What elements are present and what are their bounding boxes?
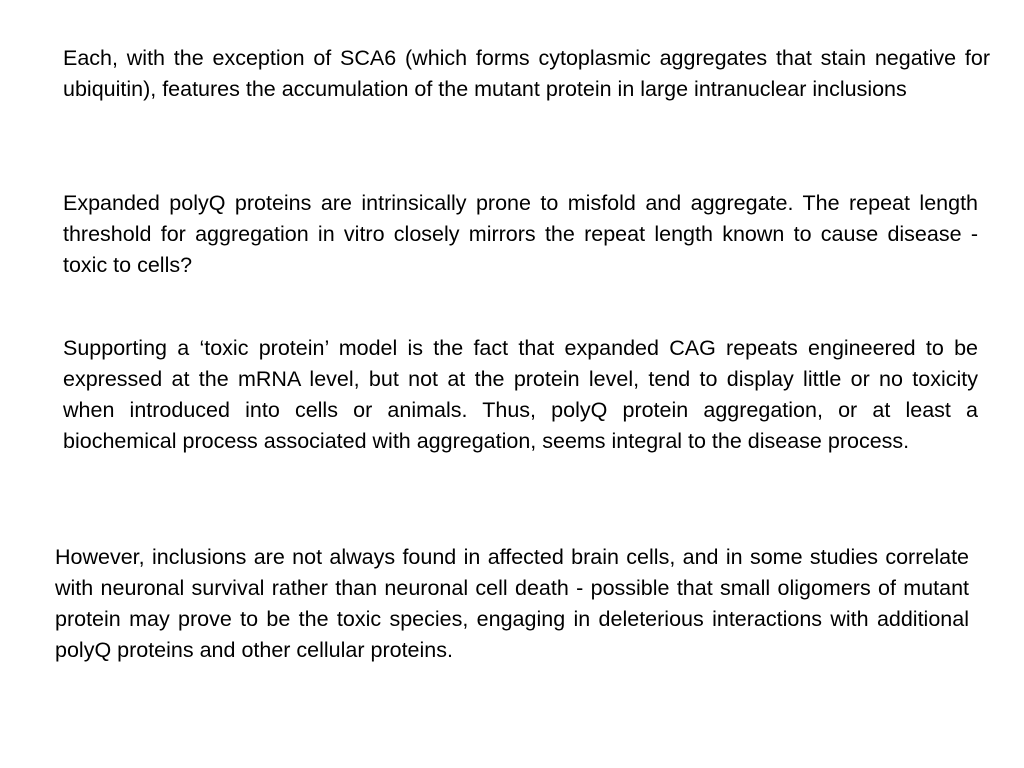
paragraph-inclusions-oligomers: However, inclusions are not always found in affected brain cells, and in some studies correlate with neuronal survival rather than neuronal cell death - possible that small oligomers of mutant protein may prove to be the toxic species, engaging in deleterious interactions with additional polyQ proteins and other cellular proteins. [55, 545, 969, 662]
paragraph-sca6-exception: Each, with the exception of SCA6 (which forms cytoplasmic aggregates that stain negative for ubiquitin), features the accumulation of the mutant protein in large intranuclear inclusions [63, 46, 990, 101]
paragraph-polyq-aggregation: Expanded polyQ proteins are intrinsically prone to misfold and aggregate. The repeat length threshold for aggregation in vitro closely mirrors the repeat length known to cause disease - toxic to cells? [63, 191, 978, 277]
paragraph-toxic-protein-model: Supporting a ‘toxic protein’ model is the fact that expanded CAG repeats engineered to be expressed at the mRNA level, but not at the protein level, tend to display little or no toxicity when introduced into cells or animals. Thus, polyQ protein aggregation, or at least a biochemical process associated with aggregation, seems integral to the disease process. [63, 336, 978, 453]
